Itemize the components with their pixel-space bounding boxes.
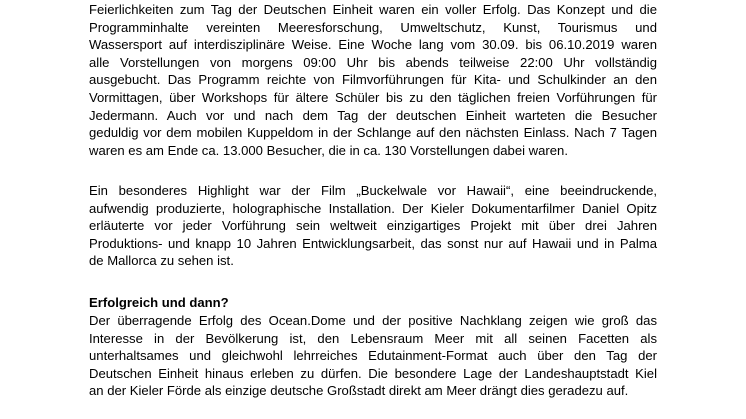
text-line: unterhaltsames und gleichwohl lehrreiches Edutainment-Format auch über den Tag der [89,348,657,364]
text-line: Wassersport auf interdisziplinäre Weise. Eine Woche lang vom 30.09. bis 06.10.2019 waren [89,37,657,53]
section-heading: Erfolgreich und dann? [89,295,229,310]
text-line: Interesse in der Bevölkerung ist, den Lebensraum Meer mit all seinen Facetten als [89,330,657,346]
text-line: erläuterte vor jeder Vorführung sein weltweit einzigartiges Projekt mit über drei Jahren [89,218,657,234]
text-line: Jedermann. Auch vor und nach dem Tag der deutschen Einheit warteten die Besucher [89,107,657,123]
text-line: Deutschen Einheit hinaus erleben zu dürfen. Die besondere Lage der Landeshauptstadt Kiel [89,365,657,381]
paragraph-event-summary [89,1,657,159]
text-line: aufwendig produzierte, holographische Installation. Der Kieler Dokumentarfilmer Daniel Opitz [89,200,657,216]
text-line: ausgebucht. Das Programm reichte von Filmvorführungen für Kita- und Schulkinder an den [89,72,657,88]
text-line: an der Kieler Förde als einzige deutsche Großstadt direkt am Meer drängt dies geradezu auf. [89,383,629,399]
text-line: de Mallorca zu sehen ist. [89,253,234,269]
text-line: Produktions- und knapp 10 Jahren Entwicklungsarbeit, das sonst nur auf Hawaii und in Palma [89,235,657,251]
paragraph-success-outlook [89,312,657,400]
text-line: Programminhalte vereinten Meeresforschung, Umweltschutz, Kunst, Tourismus und [89,19,657,35]
text-line: geduldig vor dem mobilen Kuppeldom in der Schlange auf den nächsten Einlass. Nach 7 Tagen [89,125,657,141]
paragraph-highlight-film [89,182,657,270]
text-line: alle Vorstellungen von morgens 09:00 Uhr bis abends teilweise 22:00 Uhr vollständig [89,54,657,70]
text-line: Ein besonderes Highlight war der Film „Buckelwale vor Hawaii“, eine beeindruckende, [89,183,657,198]
text-line: Vormittagen, über Workshops für ältere Schüler bis zu den täglichen freien Vorführungen für [89,89,657,105]
text-line: waren es am Ende ca. 13.000 Besucher, die in ca. 130 Vorstellungen dabei waren. [89,142,568,158]
text-line: Feierlichkeiten zum Tag der Deutschen Einheit waren ein voller Erfolg. Das Konzept und die [89,2,657,17]
text-line: Der überragende Erfolg des Ocean.Dome und der positive Nachklang zeigen wie groß das [89,313,657,328]
